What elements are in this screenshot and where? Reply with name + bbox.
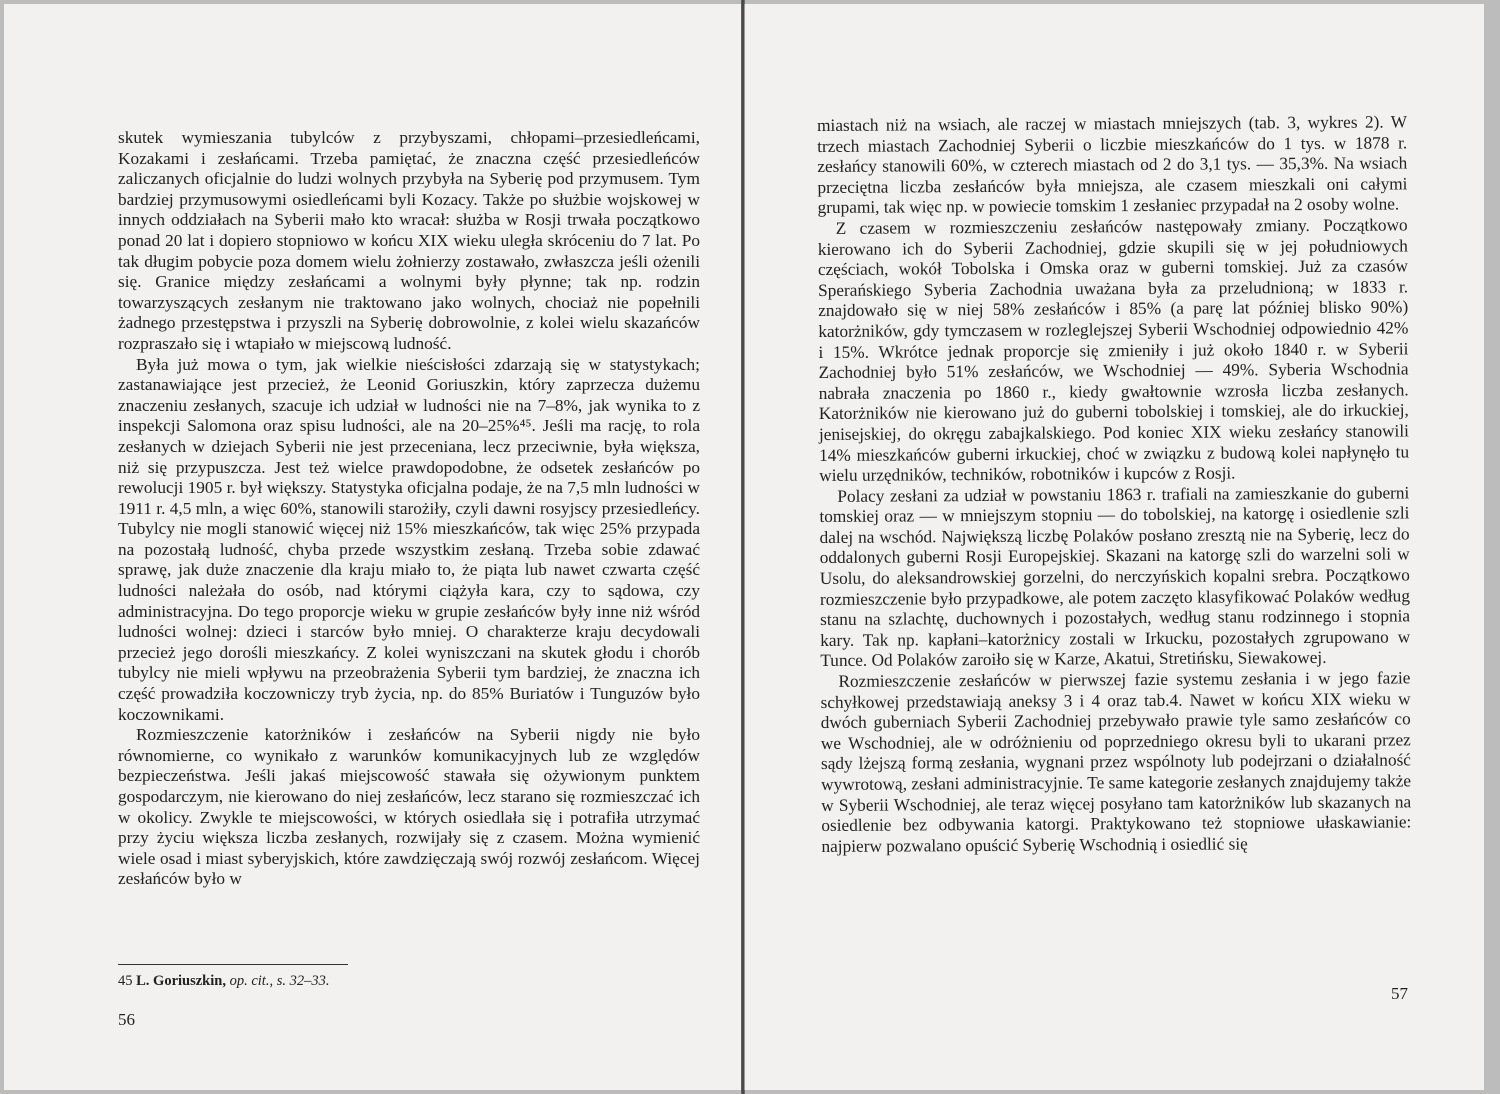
left-paragraph-2: Była już mowa o tym, jak wielkie nieścisłości zdarzają się w statystykach; zastanawiające jest przecież, że Leonid Goriuszkin, który zaprzecza dużemu znaczeniu zesłanych, szacuje ich udział w ludności nie na 7–8%, jak wynika to z inspekcji Salomona oraz spisu ludności, ale na 20–25%⁴⁵. Jeśli ma rację, to rola zesłanych w dziejach Syberii nie jest przeceniana, lecz przeciwnie, była większa, niż się przypuszcza. Jest też wielce prawdopodobne, że odsetek zesłańców po rewolucji 1905 r. był większy. Statystyka oficjalna podaje, że na 7,5 mln ludności w 1911 r. 4,5 mln, a więc 60%, stanowili starożiły, czyli dawni rosyjscy przesiedleńcy. Tubylcy nie mogli stanowić więcej niż 15% mieszkańców, tak więc 25% przypada na pozostałą ludność, chyba przede wszystkim zesłaną. Trzeba sobie zdawać sprawę, jak duże znaczenie dla kraju miało to, że piąta lub nawet czwarta część ludności należała do osób, nad którymi ciążyła kara, czy to sądowa, czy administracyjna. Do tego proporcje wieku w grupie zesłańców były inne niż wśród ludności wolnej: dzieci i starców było mniej. O charakterze kraju decydowali przecież jego dorośli mieszkańcy. Z kolei wyniszczani na skutek głodu i chorób tubylcy nie mieli wpływu na przeobrażenia Syberii tym bardziej, że znaczna ich część prowadziła koczowniczy tryb życia, np. do 85% Buriatów i Tunguzów było koczownikami. [118,354,700,724]
left-page-body [118,128,700,890]
page-number-left: 56 [118,1010,135,1029]
left-paragraph-1: skutek wymieszania tubylców z przybyszami, chłopami–przesiedleńcami, Kozakami i zesłańcami. Trzeba pamiętać, że znaczna część przesiedleńców zaliczanych oficjalnie do ludzi wolnych przybyła na Syberię pod przymusem. Tym bardziej przymusowymi osiedleńcami byli Kozacy. Także po służbie wojskowej w innych oddziałach na Syberii mało kto wracał: służba w Rosji trwała początkowo ponad 20 lat i dopiero stopniowo w końcu XIX wieku uległa skróceniu do 7 lat. Po tak długim pobycie poza domem wielu żołnierzy zostawało, zwłaszcza jeśli ożenili się. Granice między zesłańcami a wolnymi były płynne; tak np. rodzin towarzyszących zesłanym nie traktowano jako wolnych, chociaż nie popełnili żadnego przestępstwa i przyszli na Syberię dobrowolnie, z kolei wielu skazańców rozpraszało się i wtapiało w miejscową ludność. [118,128,700,353]
footnote-divider [118,964,348,965]
page-number-right: 57 [1391,984,1408,1003]
right-paragraph-4: Rozmieszczenie zesłańców w pierwszej fazie systemu zesłania i w jego fazie schyłkowej przedstawiają aneksy 3 i 4 oraz tab.4. Nawet w końcu XIX wieku w dwóch guberniach Syberii Zachodniej przebywało prawie tyle samo zesłańców co we Wschodniej, ale w odróżnieniu od poprzedniego okresu byli to ukarani przez sądy lżejszą formą zesłania, wygnani przez wspólnoty lub podejrzani o działalność wywrotową, zesłani administracyjnie. Te same kategorie zesłanych znajdujemy także w Syberii Wschodniej, ale teraz więcej posyłano tam katorżników lub skazanych na osiedlenie bez odbywania katorgi. Praktykowano też stopniowe ułaskawianie: najpierw pozwalano opuścić Syberię Wschodnią i osiedlić się [820,668,1412,856]
footnote-author: L. Goriuszkin, [136,973,226,989]
right-page-body [817,112,1412,857]
left-paragraph-3: Rozmieszczenie katorżników i zesłańców na Syberii nigdy nie było równomierne, co wynikało z warunków komunikacyjnych lub ze względów bezpieczeństwa. Jeśli jakaś miejscowość stawała się ożywionym punktem gospodarczym, nie kierowano do niej zesłańców, lecz starano się rozmieszczać ich w okolicy. Zwykle te miejscowości, w których osiedlała się i potrafiła utrzymać przy życiu większa liczba zesłanych, rozwijały się z czasem. Można wymienić wiele osad i miast syberyjskich, które zawdzięczają swój rozwój zesłańcom. Więcej zesłańców było w [118,725,700,889]
right-page [744,4,1484,1090]
left-page [4,4,742,1090]
right-paragraph-1: miastach niż na wsiach, ale raczej w miastach mniejszych (tab. 3, wykres 2). W trzech miastach Zachodniej Syberii o liczbie mieszkańców do 1 tys. w 1878 r. zesłańcy stanowili 60%, w czterech miastach od 2 do 3,1 tys. — 35,3%. Na wsiach przeciętna liczba zesłańców była mniejsza, ale czasem mieszkali oni całymi grupami, tak więc np. w powiecie tomskim 1 zesłaniec przypadał na 2 osoby wolne. [817,112,1408,218]
right-paragraph-2: Z czasem w rozmieszczeniu zesłańców następowały zmiany. Początkowo kierowano ich do Syberii Zachodniej, gdzie skupili się w jej południowych częściach, wokół Tobolska i Omska oraz w guberni tomskiej. Już za czasów Sperańskiego Syberia Zachodnia uważana była za przeludnioną; w 1833 r. znajdowało się w niej 58% zesłańców i 85% (a parę lat później blisko 90%) katorżników, gdy tymczasem w rozleglejszej Syberii Wschodniej odpowiednio 42% i 15%. Wkrótce jednak proporcje się zmieniły i już około 1840 r. w Syberii Zachodniej było 51% zesłańców, we Wschodniej — 49%. Syberia Wschodnia nabrała znaczenia po 1860 r., kiedy gwałtownie wzrosła liczba zesłanych. Katorżników nie kierowano już do guberni tobolskiej i tomskiej, ale do irkuckiej, jenisejskiej, do okręgu zabajkalskiego. Pod koniec XIX wieku zesłańcy stanowili 14% mieszkańców guberni irkuckiej, choć w związku z budową kolei napłynęło tu wielu urzędników, techników, robotników i kupców z Rosji. [817,215,1410,486]
footnote-number: 45 [118,973,133,989]
footnote-reference: op. cit., s. 32–33. [225,973,330,989]
footnote [118,972,329,990]
right-paragraph-3: Polacy zesłani za udział w powstaniu 1863 r. trafiali na zamieszkanie do guberni tomskiej oraz — w mniejszym stopniu — do tobolskiej, na katorgę i osiedlenie szli dalej na wschód. Największą liczbę Polaków posłano zresztą nie na Syberię, lecz do oddalonych guberni Rosji Europejskiej. Skazani na katorgę szli do warzelni soli w Usolu, do aleksandrowskiej gorzelni, do nerczyńskich kopalni srebra. Początkowo rozmieszczenie było przypadkowe, ale potem zaczęto klasyfikować Polaków według stanu na szlachtę, duchownych i pozostałych, według stanu rodzinnego i stopnia kary. Tak np. kapłani–katorżnicy zostali w Irkucku, pozostałych zgrupowano w Tunce. Od Polaków zaroiło się w Karze, Akatui, Stretińsku, Siewakowej. [819,483,1411,671]
